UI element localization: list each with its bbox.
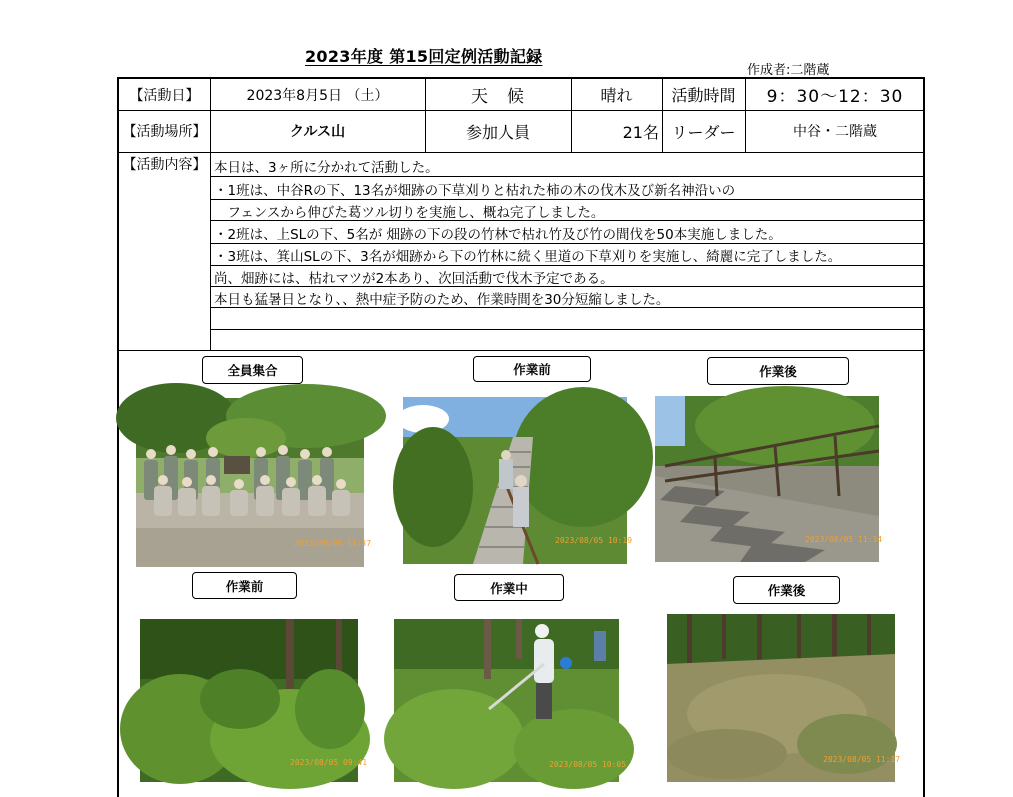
photo-caption: 作業後	[707, 357, 849, 385]
photo-timestamp: 2023/08/05 09:41	[290, 758, 368, 767]
content-line: 本日は、3ヶ所に分かれて活動した。	[214, 160, 439, 176]
content-line: ・3班は、箕山SLの下、3名が畑跡から下の竹林に続く里道の下草刈りを実施し、綺麗に完了しました。	[214, 249, 842, 265]
participants-label: 参加人員	[465, 122, 530, 142]
content-line: フェンスから伸びた葛ツル切りを実施し、概ね完了しました。	[214, 205, 605, 221]
photo-timestamp: 2023/08/05 11:17	[823, 755, 901, 764]
photo-timestamp: 2023/08/05 11:37	[294, 539, 372, 548]
after-stairs-photo	[655, 396, 883, 562]
content-line: 尚、畑跡には、枯れマツが2本あり、次回活動で伐木予定である。	[214, 271, 614, 287]
content-line-divider	[210, 265, 925, 266]
activity-time-label: 活動時間	[671, 86, 736, 105]
section-divider	[119, 350, 925, 351]
after-cleared-photo	[667, 614, 901, 782]
group-photo	[136, 398, 372, 567]
document-author: 作成者:二階蔵	[747, 63, 830, 78]
participants-value: 21名	[622, 122, 659, 142]
photo-timestamp: 2023/08/05 11:34	[805, 535, 883, 544]
content-line-divider	[210, 243, 925, 244]
leader-value: 中谷・二階蔵	[793, 124, 877, 140]
photo-timestamp: 2023/08/05 10:05	[549, 760, 627, 769]
content-line: ・2班は、上SLの下、5名が 畑跡の下の段の竹林で枯れ竹及び竹の間伐を50本実施しました。	[214, 227, 782, 243]
content-line-divider	[210, 199, 925, 200]
row-divider	[119, 152, 925, 153]
photo-caption: 作業中	[454, 574, 564, 601]
leader-label: リーダー	[671, 122, 736, 142]
before-overgrowth-photo	[140, 619, 368, 782]
photo-timestamp: 2023/08/05 10:19	[555, 536, 633, 545]
photo-caption: 全員集合	[202, 356, 303, 384]
content-line-divider	[210, 176, 925, 177]
photo-caption: 作業後	[733, 576, 840, 604]
photo-caption: 作業前	[473, 356, 591, 382]
date-value: 2023年8月5日 （土）	[246, 87, 389, 104]
content-line: ・1班は、中谷Rの下、13名が畑跡の下草刈りと枯れた柿の木の伐木及び新名神沿いの	[214, 183, 736, 199]
activity-time-value: 9：30～12：30	[766, 87, 904, 107]
content-line-divider	[210, 329, 925, 330]
content-label: 【活動内容】	[122, 157, 207, 173]
place-label: 【活動場所】	[122, 124, 207, 140]
date-label: 【活動日】	[129, 87, 200, 104]
weather-label: 天 候	[471, 87, 525, 107]
place-value: クルス山	[289, 124, 346, 140]
weather-value: 晴れ	[600, 86, 633, 105]
photo-caption: 作業前	[192, 572, 297, 599]
document-title: 2023年度 第15回定例活動記録	[305, 47, 543, 66]
content-line: 本日も猛暑日となり、、熱中症予防のため、作業時間を30分短縮しました。	[214, 292, 670, 308]
work-in-progress-photo	[394, 619, 627, 782]
before-stairs-photo	[403, 397, 633, 564]
